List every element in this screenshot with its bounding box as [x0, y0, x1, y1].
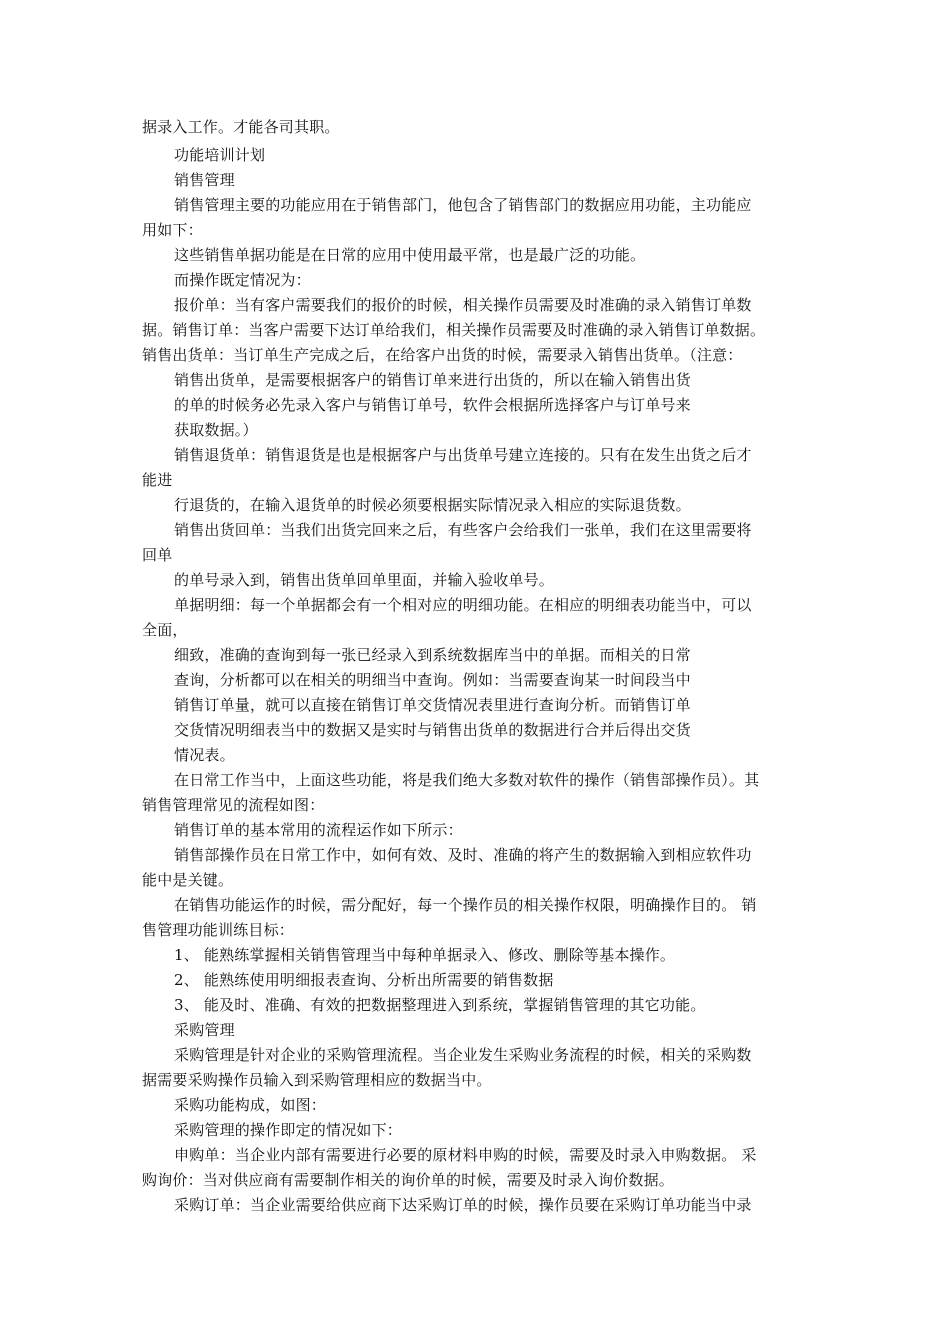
section-title-training-plan: 功能培训计划: [174, 146, 266, 164]
text-line: 据录入工作。才能各司其职。: [142, 118, 340, 136]
text-line: 能进: [142, 471, 173, 489]
text-line: 购询价：当对供应商有需要制作相关的询价单的时候，需要及时录入询价数据。: [142, 1171, 675, 1189]
text-line: 销售管理主要的功能应用在于销售部门，他包含了销售部门的数据应用功能，主功能应: [174, 196, 752, 214]
text-line: 申购单：当企业内部有需要进行必要的原材料申购的时候，需要及时录入申购数据。 采: [174, 1146, 757, 1164]
text-line: 销售订单量，就可以直接在销售订单交货情况表里进行查询分析。而销售订单: [174, 696, 691, 714]
text-line: 情况表。: [174, 746, 235, 764]
text-line: 这些销售单据功能是在日常的应用中使用最平常，也是最广泛的功能。: [174, 246, 646, 264]
text-line: 销售出货单，是需要根据客户的销售订单来进行出货的，所以在输入销售出货: [174, 371, 691, 389]
text-line: 行退货的，在输入退货单的时候必须要根据实际情况录入相应的实际退货数。: [174, 496, 691, 514]
text-line: 在销售功能运作的时候，需分配好，每一个操作员的相关操作权限，明确操作目的。 销: [174, 896, 757, 914]
text-line: 销售部操作员在日常工作中，如何有效、及时、准确的将产生的数据输入到相应软件功: [174, 846, 752, 864]
text-line: 回单: [142, 546, 173, 564]
text-line: 查询，分析都可以在相关的明细当中查询。例如：当需要查询某一时间段当中: [174, 671, 691, 689]
text-line: 售管理功能训练目标：: [142, 921, 295, 939]
text-line: 在日常工作当中，上面这些功能，将是我们绝大多数对软件的操作（销售部操作员）。其: [174, 771, 760, 789]
text-line: 的单的时候务必先录入客户与销售订单号，软件会根据所选择客户与订单号来: [174, 396, 691, 414]
text-line: 能中是关键。: [142, 871, 234, 889]
text-line: 据。销售订单：当客户需要下达订单给我们，相关操作员需要及时准确的录入销售订单数据。: [142, 321, 766, 339]
text-line: 据需要采购操作员输入到采购管理相应的数据当中。: [142, 1071, 492, 1089]
text-line: 交货情况明细表当中的数据又是实时与销售出货单的数据进行合并后得出交货: [174, 721, 691, 739]
text-line: 细致，准确的查询到每一张已经录入到系统数据库当中的单据。而相关的日常: [174, 646, 691, 664]
text-line: 单据明细：每一个单据都会有一个相对应的明细功能。在相应的明细表功能当中，可以: [174, 596, 752, 614]
list-item: 1、 能熟练掌握相关销售管理当中每种单据录入、修改、删除等基本操作。: [174, 946, 676, 964]
text-line: 销售管理常见的流程如图：: [142, 796, 325, 814]
section-title-sales-management: 销售管理: [174, 171, 235, 189]
text-line: 的单号录入到，销售出货单回单里面，并输入验收单号。: [174, 571, 555, 589]
text-line: 全面，: [142, 621, 188, 639]
text-line: 报价单：当有客户需要我们的报价的时候，相关操作员需要及时准确的录入销售订单数: [174, 296, 752, 314]
text-line: 采购管理是针对企业的采购管理流程。当企业发生采购业务流程的时候，相关的采购数: [174, 1046, 752, 1064]
text-line: 销售出货单：当订单生产完成之后，在给客户出货的时候，需要录入销售出货单。（注意：: [142, 346, 743, 364]
text-line: 采购功能构成，如图：: [174, 1096, 327, 1114]
section-title-procurement-management: 采购管理: [174, 1021, 235, 1039]
text-line: 而操作既定情况为：: [174, 271, 311, 289]
text-line: 采购管理的操作即定的情况如下：: [174, 1121, 403, 1139]
text-line: 采购订单：当企业需要给供应商下达采购订单的时候，操作员要在采购订单功能当中录: [174, 1196, 752, 1214]
text-line: 销售出货回单：当我们出货完回来之后，有些客户会给我们一张单，我们在这里需要将: [174, 521, 752, 539]
text-line: 销售退货单：销售退货是也是根据客户与出货单号建立连接的。只有在发生出货之后才: [174, 446, 752, 464]
list-item: 2、 能熟练使用明细报表查询、分析出所需要的销售数据: [174, 971, 554, 989]
text-line: 用如下：: [142, 221, 203, 239]
list-item: 3、 能及时、准确、有效的把数据整理进入到系统，掌握销售管理的其它功能。: [174, 996, 706, 1014]
text-line: 销售订单的基本常用的流程运作如下所示：: [174, 821, 463, 839]
text-line: 获取数据。）: [174, 421, 258, 439]
